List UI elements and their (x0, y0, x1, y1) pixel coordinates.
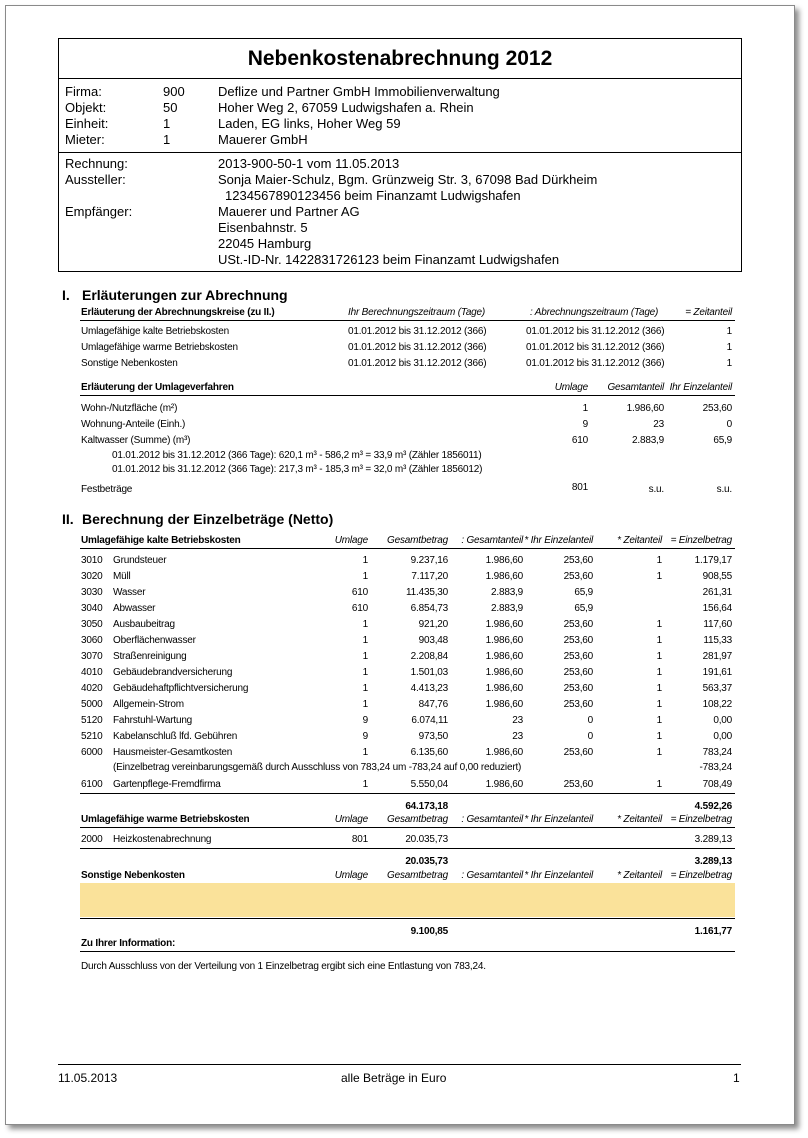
row-u: 9 (362, 731, 368, 742)
empfaenger-line: USt.-ID-Nr. 1422831726123 beim Finanzamt Ludwigshafen (218, 252, 560, 267)
aussteller-tax: 1234567890123456 beim Finanzamt Ludwigshafen (225, 188, 521, 203)
row-gb: 9.237,16 (410, 555, 448, 566)
row-eb: 1.179,17 (694, 555, 732, 566)
row-ie: 253,60 (563, 667, 593, 678)
umlage-col-umlage: Umlage (554, 382, 588, 393)
row-ga: 1.986,60 (485, 635, 523, 646)
row-name: Hausmeister-Gesamtkosten (113, 747, 233, 758)
kreis-zeitanteil: 1 (726, 342, 732, 353)
row-name: Oberflächenwasser (113, 635, 196, 646)
row-gb: 6.074,11 (411, 715, 448, 726)
row-eb: 117,60 (703, 619, 732, 630)
objekt-num: 50 (163, 100, 178, 115)
row-eb: 261,31 (702, 587, 732, 598)
row-nr: 5000 (81, 699, 103, 710)
row-nr: 2000 (81, 834, 103, 845)
col-header-u: Umlage (334, 535, 368, 546)
row-name: Allgemein-Strom (113, 699, 184, 710)
col-header-z: * Zeitanteil (617, 814, 662, 825)
umlage-col-einzel: Ihr Einzelanteil (669, 382, 732, 393)
fest-name: Festbeträge (81, 484, 133, 495)
umlage-e: 65,9 (713, 435, 732, 446)
row-eb: 563,37 (702, 683, 732, 694)
kreis-abr: 01.01.2012 bis 31.12.2012 (366) (526, 326, 665, 337)
row-ie: 253,60 (563, 747, 593, 758)
umlage-name: Kaltwasser (Summe) (m³) (81, 435, 191, 446)
row-name: Straßenreinigung (113, 651, 187, 662)
row-u: 1 (362, 555, 368, 566)
row-name: Heizkostenabrechnung (113, 834, 212, 845)
row-u: 1 (362, 779, 368, 790)
kreis-abr: 01.01.2012 bis 31.12.2012 (366) (526, 358, 665, 369)
row-ga: 1.986,60 (485, 683, 523, 694)
section-1-title: Erläuterungen zur Abrechnung (82, 287, 288, 303)
row-ie: 253,60 (563, 699, 593, 710)
row-nr: 4010 (81, 667, 103, 678)
section-2-title: Berechnung der Einzelbeträge (Netto) (82, 511, 334, 527)
group-title: Sonstige Nebenkosten (81, 870, 185, 881)
section-2-num: II. (62, 511, 74, 527)
wasser-note: 01.01.2012 bis 31.12.2012 (366 Tage): 217,3 m³ - 185,3 m³ = 32,0 m³ (Zähler 1856012) (112, 464, 483, 475)
row-u: 1 (362, 667, 368, 678)
row-gb: 20.035,73 (405, 834, 448, 845)
info-text: Durch Ausschluss von der Verteilung von 1 Einzelbetrag ergibt sich eine Entlastung von 783,24. (81, 961, 486, 972)
row-z: 1 (656, 667, 662, 678)
row-ie: 65,9 (574, 587, 593, 598)
umlage-e: 0 (726, 419, 732, 430)
divider (80, 827, 735, 828)
row-z: 1 (656, 715, 662, 726)
col-header-u: Umlage (334, 870, 368, 881)
row-name: Gartenpflege-Fremdfirma (113, 779, 221, 790)
fest-u: 801 (571, 482, 588, 493)
row-u: 610 (351, 603, 368, 614)
divider (80, 548, 735, 549)
col-header-gb: Gesamtbetrag (387, 535, 448, 546)
row-gb: 921,20 (418, 619, 448, 630)
kreise-col-abr: : Abrechnungszeitraum (Tage) (530, 307, 659, 318)
empfaenger-line: 22045 Hamburg (218, 236, 312, 251)
kreise-header: Erläuterung der Abrechnungskreise (zu II.) (81, 307, 275, 318)
header-box (58, 38, 742, 272)
kreis-ihr: 01.01.2012 bis 31.12.2012 (366) (348, 342, 487, 353)
row-z: 1 (656, 683, 662, 694)
row-nr: 3030 (81, 587, 103, 598)
row-eb: 708,49 (702, 779, 732, 790)
row-eb: 3.289,13 (694, 834, 732, 845)
row-eb: 783,24 (702, 747, 732, 758)
row-eb: 908,55 (702, 571, 732, 582)
firma-num: 900 (163, 84, 185, 99)
row-ie: 0 (587, 715, 593, 726)
row-nr: 4020 (81, 683, 103, 694)
row-name: Gebäudehaftpflichtversicherung (113, 683, 249, 694)
row-ie: 253,60 (563, 651, 593, 662)
umlage-g: 2.883,9 (632, 435, 664, 446)
umlage-u: 610 (571, 435, 588, 446)
row-name: Fahrstuhl-Wartung (113, 715, 193, 726)
mieter-num: 1 (163, 132, 171, 147)
row-z: 1 (656, 555, 662, 566)
row-gb: 2.208,84 (410, 651, 448, 662)
highlight-reparaturen (80, 883, 735, 917)
row-z: 1 (656, 619, 662, 630)
row-name: Kabelanschluß lfd. Gebühren (113, 731, 238, 742)
row-ga: 2.883,9 (491, 587, 523, 598)
warm-sum-gesamt: 20.035,73 (405, 856, 448, 867)
kalt-sum-einzel: 4.592,26 (694, 801, 732, 812)
empfaenger-line: Mauerer und Partner AG (218, 204, 360, 219)
row-u: 9 (362, 715, 368, 726)
row-ie: 253,60 (563, 779, 593, 790)
row-ga: 1.986,60 (485, 667, 523, 678)
umlage-u: 9 (582, 419, 588, 430)
row-z: 1 (656, 779, 662, 790)
info-title: Zu Ihrer Information: (81, 938, 176, 949)
document-title: Nebenkostenabrechnung 2012 (59, 39, 741, 79)
row-nr: 3010 (81, 555, 103, 566)
divider (80, 793, 735, 794)
kalt-note: (Einzelbetrag vereinbarungsgemäß durch Ausschluss von 783,24 um -783,24 auf 0,00 reduziert) (113, 762, 522, 773)
row-eb: 0,00 (713, 715, 732, 726)
wasser-note: 01.01.2012 bis 31.12.2012 (366 Tage): 620,1 m³ - 586,2 m³ = 33,9 m³ (Zähler 1856011) (112, 450, 482, 461)
row-u: 1 (362, 571, 368, 582)
kreis-abr: 01.01.2012 bis 31.12.2012 (366) (526, 342, 665, 353)
einheit-value: Laden, EG links, Hoher Weg 59 (218, 116, 401, 131)
kreis-zeitanteil: 1 (726, 326, 732, 337)
row-ga: 23 (512, 731, 523, 742)
divider (80, 918, 735, 919)
umlage-e: 253,60 (702, 403, 732, 414)
section-1-num: I. (62, 287, 70, 303)
col-header-ie: * Ihr Einzelanteil (524, 870, 593, 881)
umlage-name: Wohnung-Anteile (Einh.) (81, 419, 186, 430)
umlage-name: Wohn-/Nutzfläche (m²) (81, 403, 178, 414)
row-gb: 847,76 (418, 699, 448, 710)
row-eb: 108,22 (702, 699, 732, 710)
footer-rule (58, 1064, 741, 1065)
row-u: 1 (362, 699, 368, 710)
col-header-eb: = Einzelbetrag (670, 870, 732, 881)
umlage-col-gesamt: Gesamtanteil (607, 382, 664, 393)
col-header-ga: : Gesamtanteil (461, 870, 523, 881)
footer-center: alle Beträge in Euro (341, 1071, 447, 1085)
empfaenger-line: Eisenbahnstr. 5 (218, 220, 308, 235)
col-header-eb: = Einzelbetrag (670, 535, 732, 546)
col-header-ga: : Gesamtanteil (461, 814, 523, 825)
row-gb: 7.117,20 (411, 571, 448, 582)
row-ie: 253,60 (563, 635, 593, 646)
row-ga: 2.883,9 (491, 603, 523, 614)
row-nr: 6100 (81, 779, 103, 790)
row-gb: 973,50 (418, 731, 448, 742)
rechnung-label: Rechnung: (65, 156, 128, 171)
row-name: Gebäudebrandversicherung (113, 667, 233, 678)
warm-sum-einzel: 3.289,13 (694, 856, 732, 867)
divider (80, 395, 735, 396)
row-z: 1 (656, 699, 662, 710)
row-name: Grundsteuer (113, 555, 167, 566)
kreis-name: Umlagefähige warme Betriebskosten (81, 342, 238, 353)
row-z: 1 (656, 731, 662, 742)
row-ga: 1.986,60 (485, 619, 523, 630)
row-ie: 0 (587, 731, 593, 742)
empfaenger-label: Empfänger: (65, 204, 133, 219)
row-u: 610 (351, 587, 368, 598)
row-ga: 1.986,60 (485, 571, 523, 582)
kreis-zeitanteil: 1 (726, 358, 732, 369)
col-header-ie: * Ihr Einzelanteil (524, 535, 593, 546)
col-header-gb: Gesamtbetrag (387, 814, 448, 825)
row-nr: 3070 (81, 651, 103, 662)
row-name: Wasser (113, 587, 146, 598)
row-nr: 3040 (81, 603, 103, 614)
row-eb: 156,64 (702, 603, 732, 614)
row-z: 1 (656, 571, 662, 582)
footer-page: 1 (733, 1071, 740, 1085)
row-u: 1 (362, 747, 368, 758)
row-eb: 0,00 (713, 731, 732, 742)
mieter-label: Mieter: (65, 132, 105, 147)
kreise-col-zeitanteil: = Zeitanteil (685, 307, 732, 318)
row-gb: 6.854,73 (410, 603, 448, 614)
col-header-ga: : Gesamtanteil (461, 535, 523, 546)
row-ga: 1.986,60 (485, 779, 523, 790)
umlage-g: 23 (653, 419, 664, 430)
row-gb: 1.501,03 (410, 667, 448, 678)
row-u: 1 (362, 619, 368, 630)
kalt-sum-gesamt: 64.173,18 (405, 801, 448, 812)
row-nr: 6000 (81, 747, 103, 758)
row-nr: 3060 (81, 635, 103, 646)
kreis-ihr: 01.01.2012 bis 31.12.2012 (366) (348, 326, 487, 337)
sonst-sum-einzel: 1.161,77 (694, 926, 732, 937)
footer-date: 11.05.2013 (58, 1071, 118, 1085)
row-name: Ausbaubeitrag (113, 619, 175, 630)
row-u: 1 (362, 651, 368, 662)
row-nr: 3020 (81, 571, 103, 582)
row-eb: 115,33 (703, 635, 732, 646)
kalt-note-value: -783,24 (699, 762, 732, 773)
fest-g: s.u. (648, 484, 664, 495)
col-header-ie: * Ihr Einzelanteil (524, 814, 593, 825)
divider (80, 320, 735, 321)
row-nr: 5210 (81, 731, 103, 742)
row-ie: 253,60 (563, 683, 593, 694)
rechnung-value: 2013-900-50-1 vom 11.05.2013 (218, 156, 400, 171)
umlage-header: Erläuterung der Umlageverfahren (81, 382, 234, 393)
mieter-value: Mauerer GmbH (218, 132, 308, 147)
row-u: 1 (362, 683, 368, 694)
row-ga: 1.986,60 (485, 699, 523, 710)
row-ga: 23 (512, 715, 523, 726)
col-header-z: * Zeitanteil (617, 535, 662, 546)
col-header-u: Umlage (334, 814, 368, 825)
row-ga: 1.986,60 (485, 747, 523, 758)
row-ie: 253,60 (563, 555, 593, 566)
row-name: Müll (113, 571, 131, 582)
row-gb: 6.135,60 (410, 747, 448, 758)
row-gb: 5.550,04 (410, 779, 448, 790)
row-ga: 1.986,60 (485, 651, 523, 662)
row-ie: 253,60 (563, 619, 593, 630)
row-ga: 1.986,60 (485, 555, 523, 566)
divider (80, 848, 735, 849)
group-title: Umlagefähige warme Betriebskosten (81, 814, 250, 825)
row-nr: 3050 (81, 619, 103, 630)
row-z: 1 (656, 651, 662, 662)
row-ie: 65,9 (574, 603, 593, 614)
row-gb: 903,48 (418, 635, 448, 646)
kreis-name: Sonstige Nebenkosten (81, 358, 178, 369)
divider (80, 951, 735, 952)
row-eb: 281,97 (702, 651, 732, 662)
aussteller-label: Aussteller: (65, 172, 126, 187)
row-gb: 4.413,23 (410, 683, 448, 694)
document-page (5, 5, 795, 1125)
row-nr: 5120 (81, 715, 103, 726)
firma-label: Firma: (65, 84, 102, 99)
group-title: Umlagefähige kalte Betriebskosten (81, 535, 241, 546)
row-name: Abwasser (113, 603, 156, 614)
umlage-g: 1.986,60 (626, 403, 664, 414)
row-gb: 11.435,30 (406, 587, 448, 598)
einheit-num: 1 (163, 116, 171, 131)
sonst-sum-gesamt: 9.100,85 (410, 926, 448, 937)
header-divider (59, 152, 741, 153)
objekt-value: Hoher Weg 2, 67059 Ludwigshafen a. Rhein (218, 100, 474, 115)
kreis-name: Umlagefähige kalte Betriebskosten (81, 326, 229, 337)
col-header-gb: Gesamtbetrag (387, 870, 448, 881)
col-header-z: * Zeitanteil (617, 870, 662, 881)
kreise-col-ihr: Ihr Berechnungszeitraum (Tage) (348, 307, 486, 318)
objekt-label: Objekt: (65, 100, 107, 115)
fest-e: s.u. (716, 484, 732, 495)
kreis-ihr: 01.01.2012 bis 31.12.2012 (366) (348, 358, 487, 369)
row-u: 801 (351, 834, 368, 845)
row-u: 1 (362, 635, 368, 646)
row-z: 1 (656, 747, 662, 758)
col-header-eb: = Einzelbetrag (670, 814, 732, 825)
row-ie: 253,60 (563, 571, 593, 582)
row-z: 1 (656, 635, 662, 646)
einheit-label: Einheit: (65, 116, 109, 131)
umlage-u: 1 (582, 403, 588, 414)
firma-value: Deflize und Partner GmbH Immobilienverwaltung (218, 84, 500, 99)
row-eb: 191,61 (702, 667, 732, 678)
aussteller-value: Sonja Maier-Schulz, Bgm. Grünzweig Str. 3, 67098 Bad Dürkheim (218, 172, 598, 187)
